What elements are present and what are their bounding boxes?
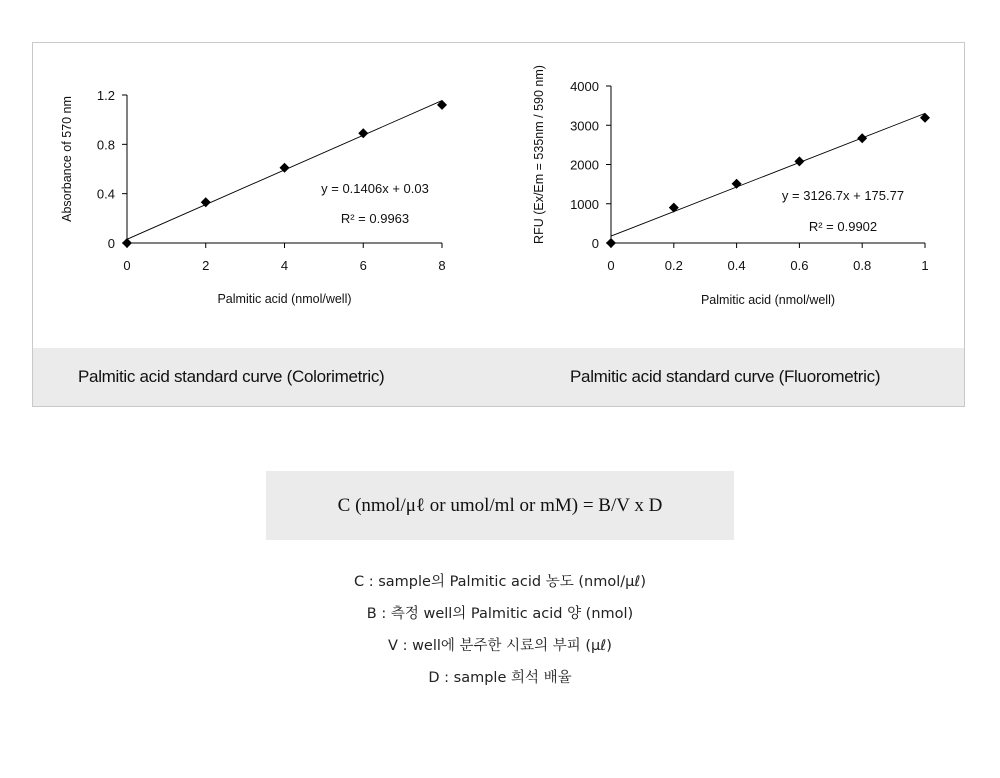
fluorometric-y-tick-label: 3000 — [570, 118, 599, 134]
fluorometric-y-axis-title: RFU (Ex/Em = 535nm / 590 nm) — [532, 65, 546, 244]
formula-box — [266, 471, 734, 540]
fluorometric-data-point — [669, 203, 679, 213]
colorimetric-y-axis-title: Absorbance of 570 nm — [60, 96, 74, 222]
colorimetric-y-tick-label: 1.2 — [96, 88, 115, 103]
colorimetric-x-tick-label: 2 — [202, 258, 210, 273]
fluorometric-equation: y = 3126.7x + 175.77 — [781, 188, 905, 203]
fluorometric-data-point — [794, 156, 804, 166]
legend-item-v: V : well에 분주한 시료의 부피 (μℓ) — [388, 638, 612, 654]
legend-item-c: C : sample의 Palmitic acid 농도 (nmol/μℓ) — [354, 574, 646, 590]
colorimetric-y-tick-label: 0.4 — [96, 186, 115, 202]
formula-text: C (nmol/μℓ or umol/ml or mM) = B/V x D — [337, 494, 663, 516]
formula-legend — [0, 566, 1000, 694]
fluorometric-x-axis-title: Palmitic acid (nmol/well) — [700, 293, 836, 307]
colorimetric-y-tick-label: 0.8 — [96, 137, 115, 153]
fluorometric-y-tick-label: 4000 — [570, 79, 599, 94]
colorimetric-x-tick-label: 0 — [123, 258, 131, 273]
colorimetric-x-tick-label: 4 — [280, 258, 289, 273]
fluorometric-data-point — [857, 133, 867, 143]
colorimetric-r-squared: R² = 0.9963 — [340, 211, 410, 226]
caption-band — [33, 348, 964, 406]
fluorometric-x-tick-label: 1 — [921, 258, 929, 273]
fluorometric-y-tick-label: 0 — [591, 236, 599, 251]
legend-item-b: B : 측정 well의 Palmitic acid 양 (nmol) — [366, 606, 634, 622]
fluorometric-x-tick-label: 0.6 — [790, 258, 809, 273]
colorimetric-x-tick-label: 6 — [359, 258, 367, 273]
legend-item-d: D : sample 희석 배율 — [428, 670, 572, 686]
colorimetric-equation: y = 0.1406x + 0.03 — [321, 181, 429, 196]
fluorometric-y-tick-label: 1000 — [570, 196, 599, 212]
colorimetric-caption: Palmitic acid standard curve (Colorimetric) — [78, 367, 385, 386]
fluorometric-caption: Palmitic acid standard curve (Fluorometric) — [570, 367, 881, 386]
fluorometric-chart — [33, 43, 966, 343]
fluorometric-x-tick-label: 0 — [607, 258, 615, 273]
colorimetric-x-tick-label: 8 — [438, 258, 446, 273]
fluorometric-y-tick-label: 2000 — [570, 157, 599, 173]
fluorometric-x-tick-label: 0.8 — [853, 258, 872, 273]
fluorometric-r-squared: R² = 0.9902 — [808, 219, 878, 234]
fluorometric-x-tick-label: 0.2 — [664, 258, 683, 273]
colorimetric-x-axis-title: Palmitic acid (nmol/well) — [217, 292, 352, 306]
figure-panel — [32, 42, 965, 407]
fluorometric-x-tick-label: 0.4 — [727, 258, 746, 273]
fluorometric-data-point — [732, 179, 742, 189]
fluorometric-data-point — [606, 238, 616, 248]
fluorometric-trendline — [611, 113, 925, 236]
colorimetric-y-tick-label: 0 — [107, 236, 115, 251]
